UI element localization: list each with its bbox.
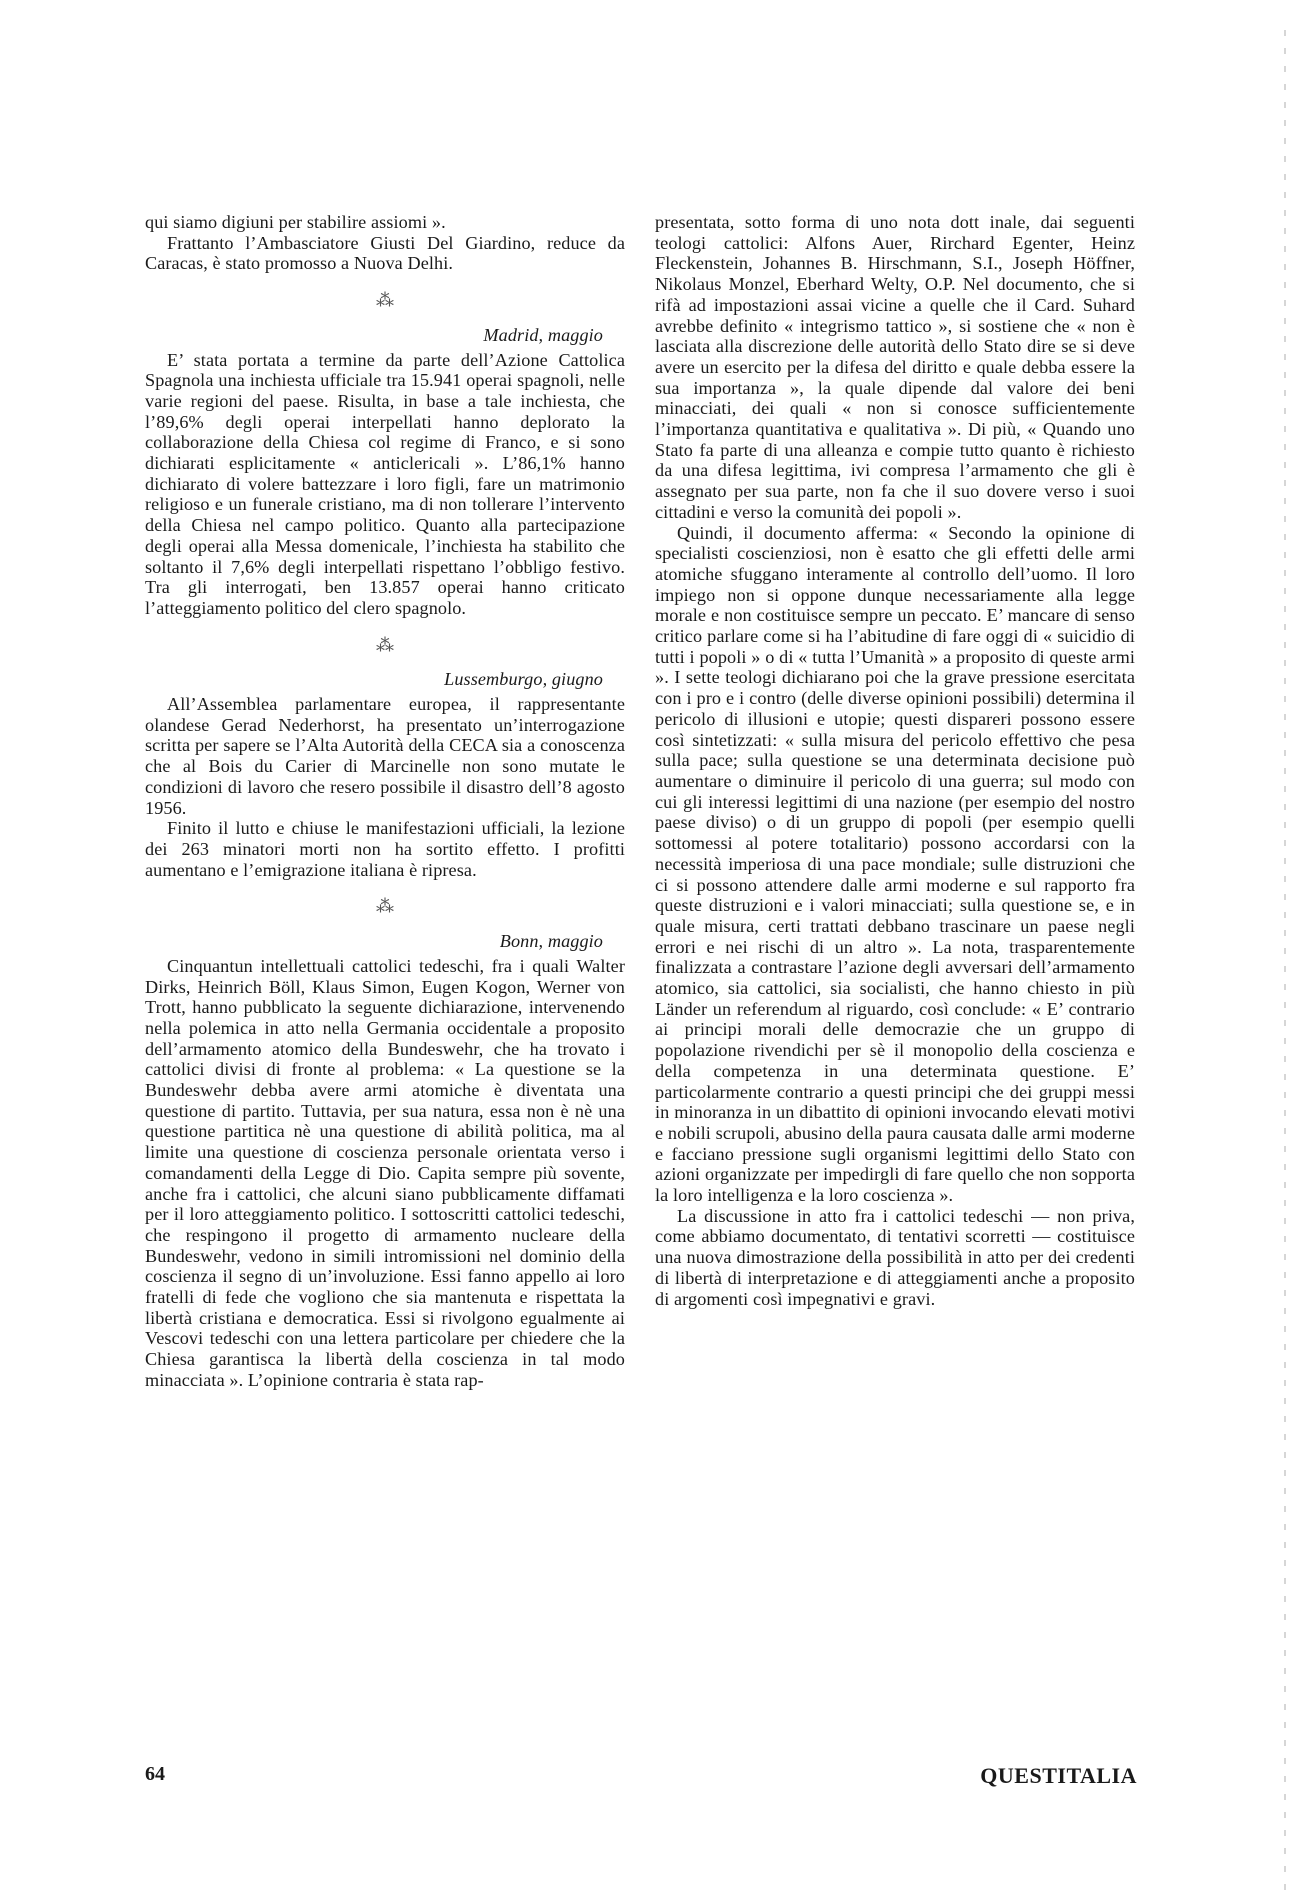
right-column (655, 212, 1135, 1309)
paragraph: All’Assemblea parlamentare europea, il rappresentante olandese Gerad Nederhorst, ha presentato un’interrogazione scritta per sapere se l’Alta Autorità della CECA sia a conoscenza che al Bois du Carier di Marcinelle non sono mutate le condizioni di lavoro che resero possibile il disastro dell’8 agosto 1956. (145, 694, 625, 818)
paragraph: Frattanto l’Ambasciatore Giusti Del Giardino, reduce da Caracas, è stato promosso a Nuova Delhi. (145, 232, 625, 274)
paragraph: presentata, sotto forma di uno nota dott inale, dai seguenti teologi cattolici: Alfons Auer, Rirchard Egenter, Heinz Fleckenstein, Johannes B. Hirschmann, S.I., Joseph Höffner, Nikolaus Monzel, Eberhard Welty, O.P. Nel documento, che si rifà ad impostazioni assai vicine a quelle che il Card. Suhard avrebbe definito « integrismo tattico », si sostiene che « non è lasciata alla discrezione delle autorità dello Stato dire se si deve avere un esercito per la difesa del diritto e quale debba essere la sua importanza », la quale dipende dal valore dei beni minacciati, dei quali « non si conosce sufficientemente l’importanza quantitativa e qualitativa ». Di più, « Quando uno Stato fa parte di una alleanza e compie tutto quanto è richiesto da una difesa legittima, ivi compresa l’armamento che gli è assegnato per sua parte, non fa che il suo dovere verso i suoi cittadini e verso la comunità dei popoli ». (655, 212, 1135, 522)
paragraph: qui siamo digiuni per stabilire assiomi ». (145, 212, 446, 232)
left-column (145, 212, 625, 1391)
section-separator: ⁂ (375, 634, 395, 655)
scan-edge-mark (1284, 30, 1286, 1890)
paragraph: Quindi, il documento afferma: « Secondo la opinione di specialisti coscienziosi, non è esatto che gli effetti delle armi atomiche sfuggano interamente al controllo dell’uomo. Il loro impiego non si oppone dunque necessariamente alla legge morale e non costituisce sempre un peccato. E’ mancare di senso critico parlare come si ha l’abitudine di fare oggi di « suicidio di tutti i popoli » o di « tutta l’Umanità » a proposito di queste armi ». I sette teologi dichiarano poi che la grave pressione esercitata con i pro e i contro (delle diverse opinioni possibili) determina il pericolo di illusioni e utopie; questi dispareri possono essere così sintetizzati: « sulla misura del pericolo effettivo che pesa sulla pace; sulla questione se una determinata decisione può aumentare o diminuire il pericolo di una guerra; sul modo con cui gli interessi legittimi di una nazione (per esempio del nostro paese diviso) o di un gruppo di popoli (per esempio quelli sottomessi al potere totalitario) possono accordarsi con la necessità imperiosa di una pace mondiale; sulle distruzioni che ci si possono attendere dalle armi moderne e sul rapporto fra queste distruzioni e i valori minacciati; sulla questione se, e in quale misura, certi trattati debbano trascinare un paese negli errori e nei rischi di un altro ». La nota, trasparentemente finalizzata a contrastare l’azione degli avversari dell’armamento atomico, sia cattolici, sia socialisti, che hanno chiesto in più Länder un referendum al riguardo, così conclude: « E’ contrario ai principi morali delle democrazie che un gruppo di popolazione rivendichi per sè il monopolio della coscienza e della competenza in una determinata questione. E’ particolarmente contrario a questi principi che dei gruppi messi in minoranza in un dibattito di opinioni invocando elevati motivi e nobili scrupoli, abusino della paura causata dalle armi moderne e facciano pressione sugli organismi legittimi dello Stato con azioni organizzate per impedirgli di fare quello che non sopporta la loro intelligenza e la loro coscienza ». (655, 522, 1135, 1206)
dateline: Lussemburgo, giugno (444, 669, 603, 690)
section-separator: ⁂ (375, 896, 395, 917)
magazine-title: QUESTITALIA (980, 1763, 1137, 1788)
paragraph: E’ stata portata a termine da parte dell’Azione Cattolica Spagnola una inchiesta ufficiale tra 15.941 operai spagnoli, nelle varie regioni del paese. Risulta, in base a tale inchiesta, che l’89,6% degli operai interpellati hanno deplorato la collaborazione della Chiesa col regime di Franco, e si sono dichiarati esplicitamente « anticlericali ». L’86,1% hanno dichiarato di volere battezzare i loro figli, fare un matrimonio religioso e un funerale cristiano, ma di non tollerare l’intervento della Chiesa nel campo politico. Quanto alla partecipazione degli operai alla Messa domenicale, l’inchiesta ha stabilito che soltanto il 7,6% degli interpellati rispettano l’obbligo festivo. Tra gli interrogati, ben 13.857 operai hanno criticato l’atteggiamento politico del clero spagnolo. (145, 349, 625, 618)
dateline: Madrid, maggio (483, 324, 603, 345)
paragraph: Cinquantun intellettuali cattolici tedeschi, fra i quali Walter Dirks, Heinrich Böll, Klaus Simon, Eugen Kogon, Werner von Trott, hanno pubblicato la seguente dichiarazione, intervenendo nella polemica in atto nella Germania occidentale a proposito dell’armamento atomico della Bundeswehr, che ha trovato i cattolici divisi di fronte al problema: « La questione se la Bundeswehr debba avere armi atomiche è diventata una questione di partito. Tuttavia, per sua natura, essa non è nè una questione partitica nè una questione di abilità politica, ma al limite una questione di coscienza personale orientata verso i comandamenti della Legge di Dio. Capita sempre più sovente, anche fra i cattolici, che alcuni siano pubblicamente diffamati per il loro atteggiamento politico. I sottoscritti cattolici tedeschi, che respingono il progetto di armamento nucleare della Bundeswehr, vedono in simili intromissioni nel dominio della coscienza il segno di un’involuzione. Essi fanno appello ai loro fratelli di fede che vogliono che sia mantenuta e rispettata la libertà cristiana e democratica. Essi si rivolgono egualmente ai Vescovi tedeschi con una lettera particolare per chiedere che la Chiesa garantisca la libertà della coscienza in tal modo minacciata ». L’opinione contraria è stata rap- (145, 955, 625, 1390)
section-separator: ⁂ (375, 290, 395, 311)
page-number: 64 (145, 1763, 165, 1785)
dateline: Bonn, maggio (499, 931, 603, 952)
paragraph: La discussione in atto fra i cattolici tedeschi — non priva, come abbiamo documentato, di tentativi scorretti — costituisce una nuova dimostrazione della possibilità in atto per dei credenti di libertà di interpretazione e di atteggiamenti anche a proposito di argomenti così impegnativi e gravi. (655, 1205, 1135, 1309)
paragraph: Finito il lutto e chiuse le manifestazioni ufficiali, la lezione dei 263 minatori morti non ha sortito effetto. I profitti aumentano e l’emigrazione italiana è ripresa. (145, 818, 625, 880)
